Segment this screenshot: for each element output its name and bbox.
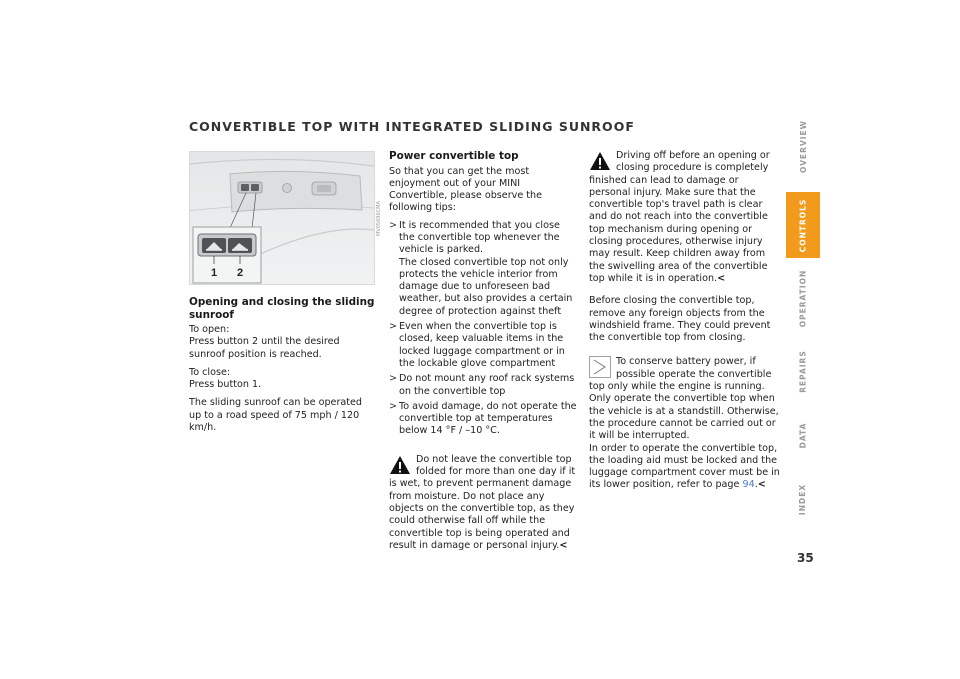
page-title: CONVERTIBLE TOP WITH INTEGRATED SLIDING SUNROOF (189, 119, 635, 134)
end-mark: < (717, 272, 726, 284)
info-arrow-icon (589, 356, 611, 378)
tab-overview[interactable]: OVERVIEW (798, 119, 808, 173)
bullet-arrow-icon: > (389, 219, 398, 231)
page-reference-link[interactable]: 94 (742, 479, 755, 491)
tip-text: Even when the convertible top is closed, keep valuable items in the locked luggage compartment or in the lockable glove compartment (399, 321, 565, 369)
text-close-instruction: Press button 1. (189, 379, 262, 391)
tip-text: Do not mount any roof rack systems on the convertible top (399, 373, 575, 397)
paragraph-intro: So that you can get the most enjoyment out of your MINI Convertible, please observe the following tips: (389, 165, 543, 214)
section-tabs (786, 100, 820, 540)
heading-power-convertible-top: Power convertible top (389, 150, 519, 162)
list-item (389, 220, 577, 318)
info-text-loading-aid: In order to operate the convertible top, the loading aid must be locked and the luggage compartment cover must be in its lower position, refer to page (589, 442, 780, 491)
tip-text: It is recommended that you close the convertible top whenever the vehicle is parked. (399, 219, 560, 256)
figure-code: MV05696CMA (376, 201, 382, 236)
warning-text: Driving off before an opening or closing procedure is completely finished can lead to damage or personal injury. Make sure that the convertible top's travel path is clear and do not reach into the convertible top mechanism during opening or closing procedures, otherwise injury may result. Keep children away from the swivelling area of the convertible top while it is in operation. (589, 150, 770, 284)
text-close-label: To close: (189, 366, 231, 378)
tab-repairs[interactable]: REPAIRS (798, 349, 808, 393)
bullet-arrow-icon: > (389, 321, 398, 333)
tips-list (389, 220, 577, 438)
page-number: 35 (797, 551, 814, 565)
figure-label-1: 1 (211, 267, 218, 279)
tab-index[interactable]: INDEX (798, 483, 808, 515)
heading-sliding-sunroof: Opening and closing the sliding sunroof (189, 296, 375, 321)
column-safety (589, 150, 781, 498)
warning-triangle-icon (589, 150, 611, 172)
figure-label-2: 2 (237, 267, 244, 279)
list-item (389, 321, 577, 370)
tab-operation[interactable]: OPERATION (798, 269, 808, 327)
info-note-battery: To conserve battery power, if possible operate the convertible top only while the engine is running. Only operate the convertible top when the vehicle is at a standstill. Otherwise, the procedure cannot be carried out or it will be interrupted. In order to operate the convertible top, the loading aid must be locked and the luggage compartment cover must be in its lower position, refer to page 94.< (589, 356, 780, 491)
headliner-drawing (190, 152, 374, 284)
text-open-instruction: Press button 2 until the desired sunroof position is reached. (189, 336, 340, 360)
list-item (389, 373, 577, 398)
text-open-label: To open: (189, 324, 230, 335)
paragraph-foreign-objects: Before closing the convertible top, remove any foreign objects from the windshield frame. They could prevent the convertible top from closing. (589, 295, 771, 344)
warning-note-driving-off (589, 150, 781, 285)
end-mark: < (757, 479, 766, 491)
column-sunroof (189, 296, 375, 439)
paragraph-speed-limit: The sliding sunroof can be operated up to a road speed of 75 mph / 120 km/h. (189, 397, 363, 434)
bullet-arrow-icon: > (389, 400, 398, 412)
paragraph-open (189, 324, 375, 361)
bullet-arrow-icon: > (389, 373, 398, 385)
info-text: To conserve battery power, if possible operate the convertible top only while the engine is running. (589, 356, 772, 393)
sunroof-switch-illustration (189, 151, 375, 285)
column-power-top (389, 150, 577, 558)
tip-text: To avoid damage, do not operate the convertible top at temperatures below 14 °F / –10 °C. (399, 400, 577, 437)
tab-controls[interactable]: CONTROLS (786, 192, 820, 258)
info-text-standstill: Only operate the convertible top when the vehicle is at a standstill. Otherwise, the procedure cannot be carried out or it will be interrupted. (589, 393, 779, 442)
warning-triangle-icon (389, 454, 411, 476)
tab-data[interactable]: DATA (798, 422, 808, 448)
paragraph-close (189, 367, 375, 392)
warning-note-wet-top (389, 454, 577, 552)
list-item (389, 401, 577, 438)
tip-text-extra: The closed convertible top not only protects the vehicle interior from damage due to unforeseen bad weather, but also provides a certain degree of protection against theft (399, 256, 573, 317)
warning-text: Do not leave the convertible top folded for more than one day if it is wet, to prevent permanent damage from moisture. Do not place any objects on the convertible top, as they could otherwise fall off while the convertible top is being operated and result in damage or personal injury. (389, 453, 576, 551)
end-mark: < (559, 539, 568, 551)
